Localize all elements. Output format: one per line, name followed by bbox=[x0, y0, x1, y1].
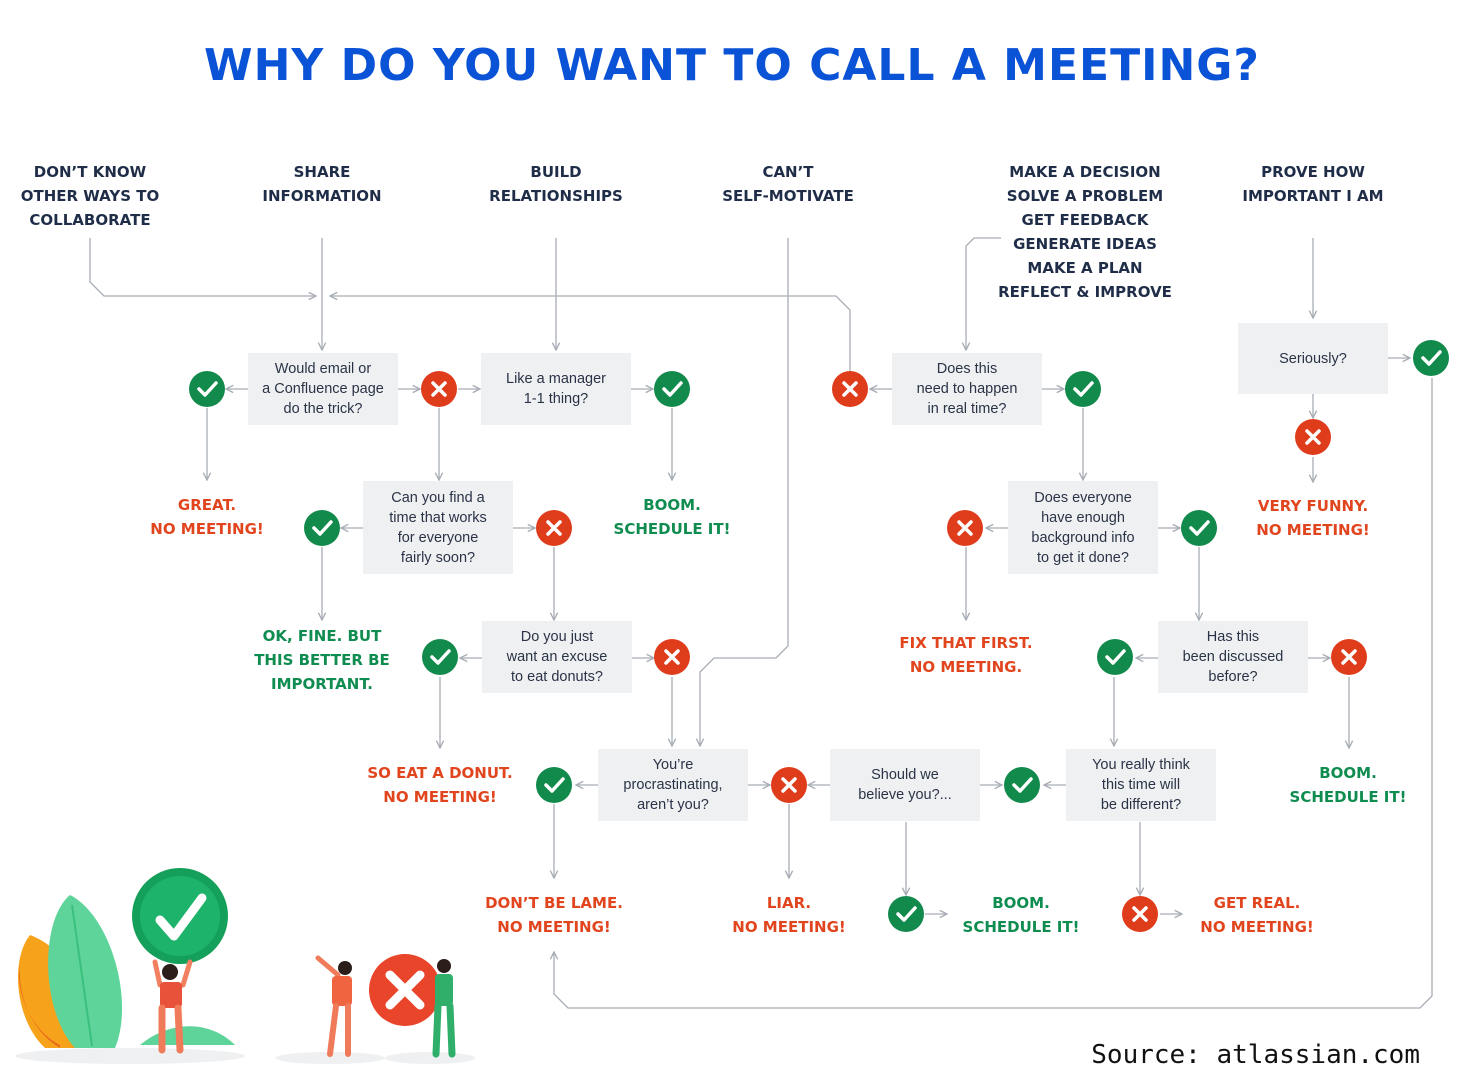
question-different: You really think this time will be different? bbox=[1066, 749, 1216, 821]
no-cross-icon bbox=[947, 510, 983, 546]
people-illustration bbox=[0, 0, 500, 1088]
yes-check-icon bbox=[888, 896, 924, 932]
question-find-time: Can you find a time that works for everyone fairly soon? bbox=[363, 481, 513, 574]
question-believe: Should we believe you?... bbox=[830, 749, 980, 821]
no-cross-icon bbox=[771, 767, 807, 803]
header-cant-self-motivate: CAN’T SELF-MOTIVATE bbox=[722, 163, 854, 205]
no-cross-icon bbox=[536, 510, 572, 546]
outcome-eat-donut: SO EAT A DONUT. NO MEETING! bbox=[367, 764, 513, 806]
header-prove-importance: PROVE HOW IMPORTANT I AM bbox=[1242, 163, 1384, 205]
outcome-dont-be-lame: DON’T BE LAME. NO MEETING! bbox=[485, 894, 623, 936]
question-manager: Like a manager 1-1 thing? bbox=[481, 353, 631, 425]
check-balloon-illustration bbox=[132, 868, 228, 1050]
yes-check-icon bbox=[1004, 767, 1040, 803]
page-title: WHY DO YOU WANT TO CALL A MEETING? bbox=[204, 40, 1260, 91]
header-make-decision: MAKE A DECISION SOLVE A PROBLEM GET FEEDBACK GENERATE IDEAS MAKE A PLAN REFLECT & IMPROVE bbox=[998, 163, 1172, 301]
question-seriously: Seriously? bbox=[1238, 323, 1388, 394]
outcome-fix-first: FIX THAT FIRST. NO MEETING. bbox=[899, 634, 1033, 676]
question-donuts: Do you just want an excuse to eat donuts? bbox=[482, 621, 632, 693]
header-build-relationships: BUILD RELATIONSHIPS bbox=[489, 163, 623, 205]
outcome-boom-schedule-1: BOOM. SCHEDULE IT! bbox=[613, 496, 731, 538]
no-cross-icon bbox=[654, 639, 690, 675]
yes-check-icon bbox=[1065, 371, 1101, 407]
yes-check-icon bbox=[1097, 639, 1133, 675]
yes-check-icon bbox=[654, 371, 690, 407]
yes-check-icon bbox=[536, 767, 572, 803]
outcome-very-funny: VERY FUNNY. NO MEETING! bbox=[1256, 497, 1370, 539]
no-cross-icon bbox=[832, 371, 868, 407]
yes-check-icon bbox=[1181, 510, 1217, 546]
yes-check-icon bbox=[1413, 340, 1449, 376]
source-credit: Source: atlassian.com bbox=[1091, 1040, 1420, 1070]
outcome-boom-schedule-3: BOOM. SCHEDULE IT! bbox=[962, 894, 1080, 936]
question-procrastinating: You’re procrastinating, aren’t you? bbox=[598, 749, 748, 821]
cross-balloon-illustration bbox=[275, 954, 475, 1064]
outcome-great-no-meeting: GREAT. NO MEETING! bbox=[150, 496, 264, 538]
header-share-information: SHARE INFORMATION bbox=[262, 163, 382, 205]
outcome-ok-fine: OK, FINE. BUT THIS BETTER BE IMPORTANT. bbox=[254, 627, 390, 693]
question-discussed: Has this been discussed before? bbox=[1158, 621, 1308, 693]
no-cross-icon bbox=[1331, 639, 1367, 675]
no-cross-icon bbox=[1122, 896, 1158, 932]
no-cross-icon bbox=[1295, 419, 1331, 455]
outcome-boom-schedule-2: BOOM. SCHEDULE IT! bbox=[1289, 764, 1407, 806]
outcome-get-real: GET REAL. NO MEETING! bbox=[1200, 894, 1314, 936]
question-background: Does everyone have enough background info to get it done? bbox=[1008, 481, 1158, 574]
header-dont-know: DON’T KNOW OTHER WAYS TO COLLABORATE bbox=[20, 163, 160, 229]
outcome-liar: LIAR. NO MEETING! bbox=[732, 894, 846, 936]
question-email: Would email or a Confluence page do the trick? bbox=[248, 353, 398, 425]
question-realtime: Does this need to happen in real time? bbox=[892, 353, 1042, 425]
